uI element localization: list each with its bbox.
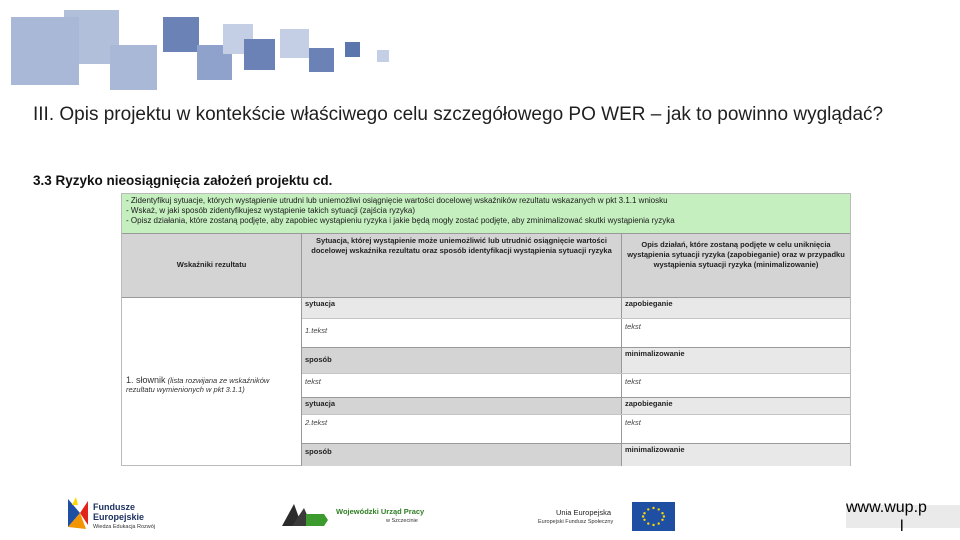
fe-emblem-icon bbox=[66, 495, 88, 531]
decor-square bbox=[163, 17, 199, 52]
grid-line bbox=[122, 297, 850, 298]
wup-logo bbox=[280, 500, 440, 530]
grid-line bbox=[302, 397, 850, 398]
row-value-minimize[interactable]: tekst bbox=[625, 377, 641, 386]
indicator-note: (lista rozwijana ze wskaźników rezultatu wymienionych w pkt 3.1.1) bbox=[126, 376, 270, 394]
instruction-line: - Wskaż, w jaki sposób zidentyfikujesz wystąpienie takich sytuacji (zajścia ryzyka) bbox=[126, 206, 415, 215]
grid-line bbox=[302, 414, 850, 415]
instruction-line: - Zidentyfikuj sytuacje, których wystąpienie utrudni lub uniemożliwi osiągnięcie wartości docelowej wskaźników rezultatu wskazanych w pkt 3.1.1 wniosku bbox=[126, 196, 668, 205]
decor-square bbox=[309, 48, 334, 72]
instructions-box bbox=[122, 194, 850, 233]
decor-square bbox=[280, 29, 309, 58]
ue-logo bbox=[538, 500, 678, 532]
indicator-cell[interactable] bbox=[122, 297, 301, 466]
row-value-prevention[interactable]: tekst bbox=[625, 418, 641, 427]
fe-logo bbox=[66, 493, 176, 533]
fe-line1: Fundusze bbox=[93, 502, 135, 512]
row-value-prevention[interactable]: tekst bbox=[625, 322, 641, 331]
header-indicators bbox=[122, 233, 301, 297]
row-value-method[interactable]: tekst bbox=[305, 377, 321, 386]
decor-square bbox=[377, 50, 389, 62]
row-value-situation[interactable]: 1.tekst bbox=[305, 326, 328, 335]
header-actions bbox=[622, 233, 850, 297]
grid-line bbox=[621, 233, 622, 466]
grid-line bbox=[302, 373, 850, 374]
url-line2: l bbox=[900, 518, 904, 535]
decor-square bbox=[345, 42, 360, 57]
url-line1: www.wup.p bbox=[846, 499, 927, 516]
row-value-situation[interactable]: 2.tekst bbox=[305, 418, 328, 427]
risk-form-table bbox=[121, 193, 851, 466]
wup-emblem-icon bbox=[280, 500, 330, 528]
row-label-prevention: zapobieganie bbox=[622, 397, 850, 414]
website-url[interactable] bbox=[846, 498, 958, 536]
header-actions-label: Opis działań, które zostaną podjęte w celu uniknięcia wystąpienia sytuacji ryzyka (zapobieganie) oraz w przypadku wystąpienia sytuacji ryzyka (minimalizowanie) bbox=[627, 240, 845, 269]
fe-line3: Wiedza Edukacja Rozwój bbox=[93, 524, 156, 530]
indicator-main: 1. słownik bbox=[126, 375, 166, 385]
ue-line2: Europejski Fundusz Społeczny bbox=[538, 519, 614, 525]
row-label-minimize: minimalizowanie bbox=[622, 347, 850, 373]
header-indicators-label: Wskaźniki rezultatu bbox=[176, 260, 247, 269]
decor-square bbox=[110, 45, 157, 90]
slide-title: III. Opis projektu w kontekście właściwego celu szczegółowego PO WER – jak to powinno wyglądać? bbox=[33, 104, 884, 125]
header-situation-label: Sytuacja, której wystąpienie może uniemożliwić lub utrudnić osiągnięcie wartości docelowej wskaźnika rezultatu oraz sposób identyfikacji wystąpienia sytuacji ryzyka bbox=[311, 236, 612, 255]
grid-line bbox=[302, 318, 850, 319]
row-label-method: sposób bbox=[302, 443, 621, 466]
wup-line1: Wojewódzki Urząd Pracy bbox=[336, 507, 425, 516]
row-label-situation: sytuacja bbox=[302, 297, 621, 318]
grid-line bbox=[302, 443, 850, 444]
grid-line bbox=[122, 233, 850, 234]
fe-line2: Europejskie bbox=[93, 512, 145, 522]
row-label-situation: sytuacja bbox=[302, 397, 621, 414]
row-label-prevention: zapobieganie bbox=[622, 297, 850, 318]
ue-line1: Unia Europejska bbox=[556, 508, 612, 517]
eu-flag-icon bbox=[632, 502, 675, 531]
header-situation bbox=[302, 233, 621, 297]
row-label-minimize: minimalizowanie bbox=[622, 443, 850, 466]
section-subtitle: 3.3 Ryzyko nieosiągnięcia założeń projektu cd. bbox=[33, 173, 333, 188]
wup-line2: w Szczecinie bbox=[386, 518, 418, 524]
decor-square bbox=[244, 39, 275, 70]
row-label-method: sposób bbox=[302, 347, 621, 373]
instruction-line: - Opisz działania, które zostaną podjęte, aby zapobiec wystąpieniu ryzyka i jakie będą mogły zostać podjęte, aby zminimalizować skutki wystąpienia ryzyka bbox=[126, 216, 675, 225]
grid-line bbox=[301, 233, 302, 466]
grid-line bbox=[302, 347, 850, 348]
